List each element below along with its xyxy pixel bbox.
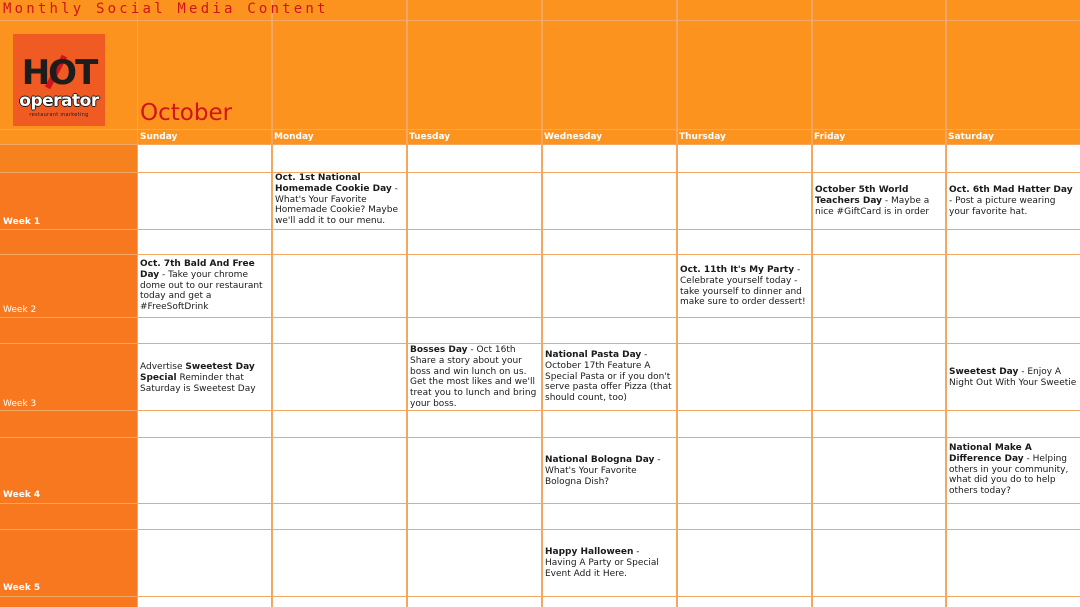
event-title: Happy Halloween xyxy=(545,547,634,557)
week-label-4: Week 4 xyxy=(3,490,41,500)
day-header-saturday: Saturday xyxy=(948,132,994,142)
event-body: - Oct 16th Share a story about your boss and win lunch on us. Get the most likes and we'll treat you to lunch and bring your boss. xyxy=(410,345,537,409)
event-title: Oct. 1st National Homemade Cookie Day xyxy=(275,173,392,194)
event-body: - Enjoy A Night Out With Your Sweetie xyxy=(949,367,1077,388)
week-label-5: Week 5 xyxy=(3,583,41,593)
event-cell xyxy=(410,345,538,410)
event-title: Bosses Day xyxy=(410,345,468,355)
event-cell xyxy=(545,455,673,487)
event-body: - Celebrate yourself today - take yourself to dinner and make sure to order dessert! xyxy=(680,265,806,308)
event-title: October 5th World Teachers Day xyxy=(815,185,909,206)
logo-hot: HOT xyxy=(21,53,97,93)
event-body: - Maybe a nice #GiftCard is in order xyxy=(815,195,930,217)
day-header-thursday: Thursday xyxy=(679,132,726,142)
logo-operator: operator xyxy=(19,91,99,111)
event-cell xyxy=(949,367,1077,389)
day-header-friday: Friday xyxy=(814,132,846,142)
sheet-title: Monthly Social Media Content xyxy=(3,1,329,17)
event-title: Sweetest Day Special xyxy=(140,362,255,383)
event-title: National Make A Difference Day xyxy=(949,443,1032,464)
day-header-monday: Monday xyxy=(274,132,314,142)
event-cell xyxy=(140,259,268,313)
day-header-tuesday: Tuesday xyxy=(409,132,451,142)
event-title: Sweetest Day xyxy=(949,367,1019,377)
event-body: - Having A Party or Special Event Add it Here. xyxy=(545,547,659,579)
event-title: Oct. 11th It's My Party xyxy=(680,265,795,275)
week-label-3: Week 3 xyxy=(3,399,37,409)
week-column-top-cell xyxy=(0,144,137,172)
event-body: - What's Your Favorite Bologna Dish? xyxy=(545,455,661,487)
event-title: National Pasta Day xyxy=(545,350,642,360)
month-title: October xyxy=(140,100,233,126)
event-cell xyxy=(140,362,268,394)
event-prefix: Advertise xyxy=(140,362,186,372)
event-body: - What's Your Favorite Homemade Cookie? Maybe we'll add it to our menu. xyxy=(275,183,399,227)
week-column xyxy=(0,144,137,607)
event-title: Oct. 6th Mad Hatter Day xyxy=(949,185,1073,195)
event-body: - Helping others in your community, what did you do to help others today? xyxy=(949,453,1069,497)
week-label-1: Week 1 xyxy=(3,217,41,227)
event-cell xyxy=(545,547,673,579)
event-cell xyxy=(949,185,1077,217)
event-cell xyxy=(545,350,673,404)
logo-tagline: restaurant marketing xyxy=(29,112,89,118)
hot-operator-logo xyxy=(13,34,105,126)
event-cell xyxy=(949,443,1077,497)
event-body: - Take your chrome dome out to our restaurant today and get a #FreeSoftDrink xyxy=(140,269,263,313)
event-title: Oct. 7th Bald And Free Day xyxy=(140,259,255,280)
event-body: - October 17th Feature A Special Pasta or if you don't serve pasta offer Pizza (that should count, too) xyxy=(545,350,672,404)
week-label-2: Week 2 xyxy=(3,305,37,315)
event-title: National Bologna Day xyxy=(545,455,655,465)
event-body: Reminder that Saturday is Sweetest Day xyxy=(140,372,256,394)
event-cell xyxy=(680,265,808,308)
day-header-sunday: Sunday xyxy=(140,132,178,142)
event-cell xyxy=(815,185,943,217)
event-body: - Post a picture wearing your favorite hat. xyxy=(949,195,1056,217)
day-header-wednesday: Wednesday xyxy=(544,132,603,142)
event-cell xyxy=(275,173,403,227)
